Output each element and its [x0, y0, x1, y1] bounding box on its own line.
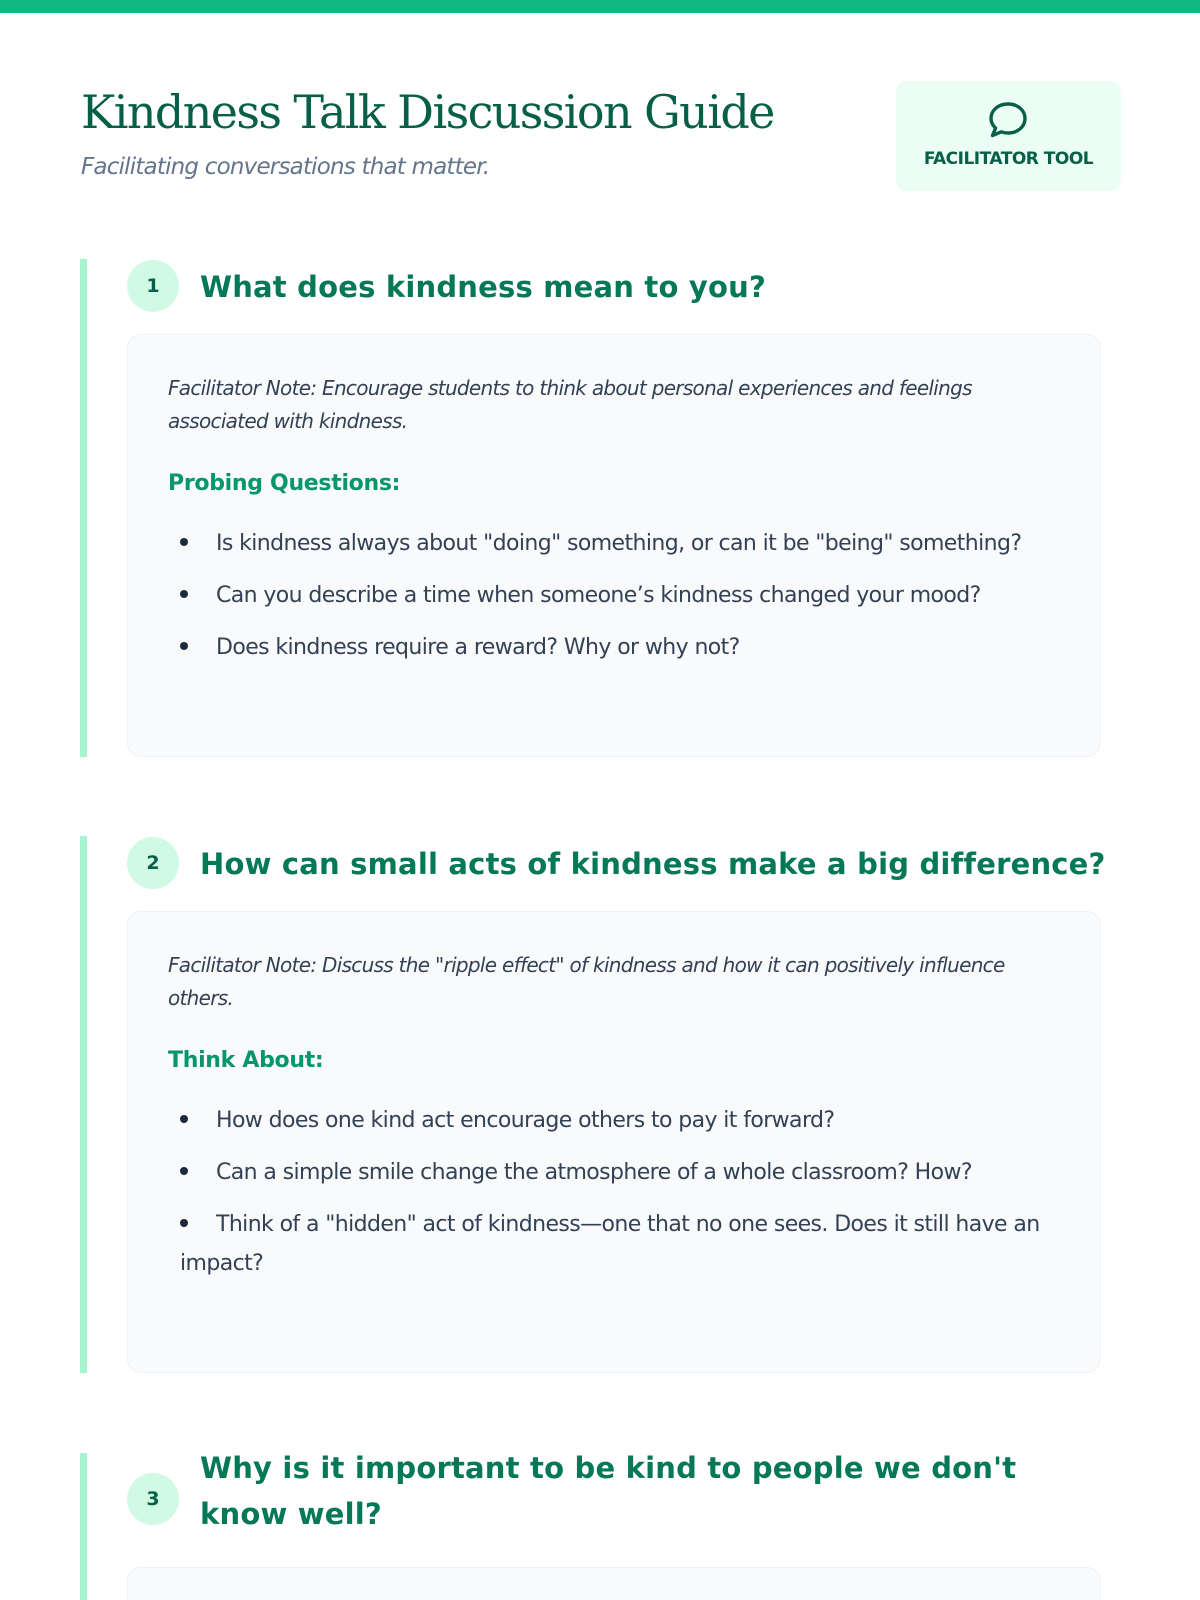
facilitator-note: Facilitator Note: Encourage students to think about personal experiences and feelings associated with kindness. [168, 376, 972, 433]
list-item [180, 628, 1080, 667]
think-about-label: Think About: [168, 1048, 324, 1073]
facilitator-tool-label: FACILITATOR TOOL [923, 149, 1094, 169]
list-item-text: Is kindness always about "doing" something, or can it be "being" something? [216, 531, 1022, 556]
probing-questions-label: Probing Questions: [168, 471, 401, 496]
bullet-icon [180, 590, 188, 598]
list-item-text: Does kindness require a reward? Why or why not? [216, 635, 740, 660]
list-item-text: Can you describe a time when someone’s kindness changed your mood? [216, 583, 981, 608]
page-subtitle: Facilitating conversations that matter. [81, 154, 490, 180]
list-item [180, 524, 1080, 563]
probing-questions-list [180, 524, 1080, 680]
question-number: 2 [127, 837, 179, 889]
list-item [180, 1153, 1080, 1192]
think-about-list [180, 1101, 1080, 1296]
question-rail [80, 259, 87, 757]
question-1 [80, 259, 1120, 757]
facilitator-tool-badge [896, 81, 1121, 191]
facilitator-note: Facilitator Note: Discuss the "ripple effect" of kindness and how it can positively influence others. [168, 953, 1005, 1010]
list-item [180, 576, 1080, 615]
list-item-text: Think of a "hidden" act of kindness—one that no one sees. Does it still have an impact? [180, 1212, 1040, 1276]
list-item [180, 1101, 1080, 1140]
top-accent-bar [0, 0, 1200, 13]
list-item-text: How does one kind act encourage others to pay it forward? [216, 1108, 835, 1133]
question-3 [80, 1453, 1120, 1600]
question-card [127, 1567, 1101, 1600]
page-header [81, 80, 1121, 200]
bullet-icon [180, 1115, 188, 1123]
question-title: What does kindness mean to you? [200, 270, 767, 304]
question-title: How can small acts of kindness make a big difference? [200, 847, 1106, 881]
question-number: 1 [127, 260, 179, 312]
bullet-icon [180, 642, 188, 650]
bullet-icon [180, 1219, 188, 1227]
question-2 [80, 836, 1120, 1373]
page-title: Kindness Talk Discussion Guide [81, 85, 774, 139]
question-card [127, 911, 1101, 1373]
question-rail [80, 1453, 87, 1600]
question-rail [80, 836, 87, 1373]
question-number: 3 [127, 1473, 179, 1525]
bullet-icon [180, 538, 188, 546]
bullet-icon [180, 1167, 188, 1175]
list-item-text: Can a simple smile change the atmosphere of a whole classroom? How? [216, 1160, 972, 1185]
chat-bubble-icon [987, 99, 1029, 141]
question-title: Why is it important to be kind to people we don't know well? [200, 1451, 1017, 1531]
question-card [127, 334, 1101, 757]
list-item [180, 1205, 1080, 1283]
